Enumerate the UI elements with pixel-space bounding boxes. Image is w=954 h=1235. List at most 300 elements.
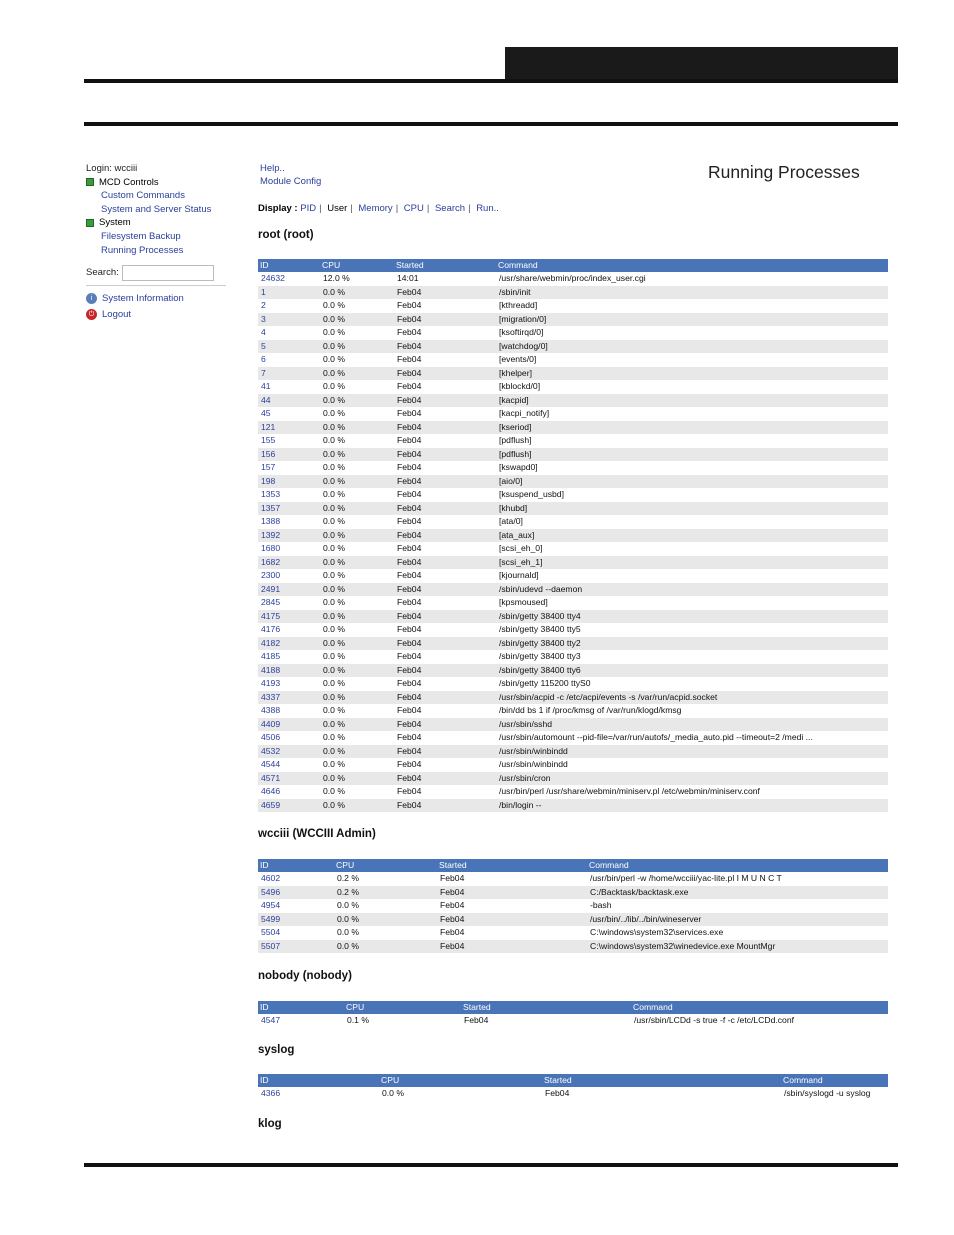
login-label: Login: wcciii <box>86 163 138 174</box>
page-title: Running Processes <box>708 162 860 182</box>
nav-link-custom-commands[interactable]: Custom Commands <box>101 190 185 202</box>
category-label: System <box>99 217 131 229</box>
header-rule-lower <box>84 122 898 126</box>
pid-link[interactable]: 4388 <box>261 705 281 715</box>
started-cell: Feb04 <box>440 900 465 910</box>
table-row <box>258 731 888 745</box>
table-row <box>258 718 888 732</box>
command-cell: /usr/sbin/winbindd <box>496 745 888 759</box>
started-cell: Feb04 <box>397 462 422 472</box>
started-cell: Feb04 <box>394 556 496 570</box>
pid-link[interactable]: 155 <box>261 435 276 445</box>
table-row <box>258 872 888 886</box>
cpu-cell: 0.0 % <box>334 940 437 954</box>
command-cell: /usr/sbin/automount --pid-file=/var/run/autofs/_media_auto.pid --timeout=2 /medi ... <box>499 732 813 742</box>
command-cell: [watchdog/0] <box>496 340 888 354</box>
command-cell: /usr/sbin/winbindd <box>499 759 568 769</box>
pid-link[interactable]: 4544 <box>261 759 281 769</box>
cpu-cell: 0.0 % <box>320 421 394 435</box>
command-cell: /usr/sbin/acpid -c /etc/acpi/events -s /var/run/acpid.socket <box>496 691 888 705</box>
cpu-cell: 0.0 % <box>320 340 394 354</box>
started-cell: Feb04 <box>394 772 496 786</box>
process-table <box>258 1074 888 1101</box>
table-row <box>258 637 888 651</box>
header-rule <box>84 79 898 83</box>
cpu-cell: 0.0 % <box>323 354 345 364</box>
column-header: ID <box>258 259 320 272</box>
pid-link[interactable]: 5504 <box>261 927 281 937</box>
command-cell: [kacpi_notify] <box>499 408 550 418</box>
pid-link[interactable]: 4193 <box>261 678 281 688</box>
command-cell: [aio/0] <box>496 475 888 489</box>
started-cell: Feb04 <box>394 448 496 462</box>
pid-link[interactable]: 4176 <box>261 624 281 634</box>
cpu-cell: 0.0 % <box>323 732 345 742</box>
section-title: klog <box>258 1118 282 1130</box>
command-cell: /usr/bin/perl -w /home/wcciii/yac-lite.pl I M U N C T <box>590 873 782 883</box>
pid-link[interactable]: 4954 <box>261 900 281 910</box>
cpu-cell: 0.0 % <box>320 286 394 300</box>
command-cell: /sbin/syslogd -u syslog <box>784 1088 871 1098</box>
table-row <box>258 785 888 799</box>
system-information-link[interactable] <box>86 292 231 306</box>
started-cell: Feb04 <box>397 516 422 526</box>
pid-link[interactable]: 4185 <box>261 651 281 661</box>
command-cell: [ata/0] <box>499 516 523 526</box>
table-header-row <box>258 859 888 872</box>
command-cell: /bin/dd bs 1 if /proc/kmsg of /var/run/klogd/kmsg <box>499 705 682 715</box>
command-cell: [pdflush] <box>499 435 532 445</box>
cpu-cell: 0.0 % <box>323 759 345 769</box>
column-header: Command <box>781 1074 888 1087</box>
cpu-cell: 0.0 % <box>320 394 394 408</box>
section-title: nobody (nobody) <box>258 970 352 982</box>
started-cell: Feb04 <box>397 381 422 391</box>
search-input[interactable] <box>122 265 214 281</box>
column-header: CPU <box>379 1074 542 1087</box>
command-cell: /usr/bin/perl /usr/share/webmin/miniserv.pl /etc/webmin/miniserv.conf <box>499 786 760 796</box>
table-row <box>258 691 888 705</box>
started-cell: Feb04 <box>397 543 422 553</box>
logout-label: Logout <box>102 308 132 320</box>
pid-link[interactable]: 4188 <box>258 664 320 678</box>
category-label: MCD Controls <box>99 176 159 188</box>
command-cell: -bash <box>590 900 612 910</box>
command-cell: C:/Backtask/backtask.exe <box>587 886 888 900</box>
cpu-cell: 0.0 % <box>320 475 394 489</box>
pid-link[interactable]: 1357 <box>258 502 320 516</box>
table-row <box>258 772 888 786</box>
column-header: ID <box>258 1074 379 1087</box>
cpu-cell: 0.0 % <box>320 718 394 732</box>
table-row <box>258 353 888 367</box>
display-run-link[interactable]: Run.. <box>476 203 499 214</box>
help-link[interactable]: Help.. <box>260 163 285 174</box>
started-cell: Feb04 <box>397 327 422 337</box>
display-memory-link[interactable]: Memory <box>358 203 393 214</box>
started-cell: Feb04 <box>394 340 496 354</box>
table-row <box>258 745 888 759</box>
pid-link[interactable]: 4646 <box>261 786 281 796</box>
table-row <box>258 664 888 678</box>
cpu-cell: 0.0 % <box>323 489 345 499</box>
command-cell: [scsi_eh_0] <box>499 543 543 553</box>
table-header-row <box>258 259 888 272</box>
table-row <box>258 913 888 927</box>
command-cell: /sbin/init <box>496 286 888 300</box>
pid-link[interactable]: 5499 <box>258 913 334 927</box>
table-row <box>258 313 888 327</box>
pid-link[interactable]: 5496 <box>258 886 334 900</box>
started-cell: Feb04 <box>394 421 496 435</box>
cpu-cell: 0.1 % <box>347 1015 369 1025</box>
cpu-cell: 0.0 % <box>334 913 437 927</box>
section-title: syslog <box>258 1044 295 1056</box>
info-icon: i <box>86 293 97 304</box>
table-row <box>258 421 888 435</box>
pid-link[interactable]: 121 <box>258 421 320 435</box>
table-row <box>258 488 888 502</box>
table-row <box>258 650 888 664</box>
cpu-cell: 0.0 % <box>320 313 394 327</box>
pid-link[interactable]: 3 <box>258 313 320 327</box>
started-cell: Feb04 <box>394 367 496 381</box>
started-cell: Feb04 <box>397 435 422 445</box>
started-cell: Feb04 <box>437 886 587 900</box>
pid-link[interactable]: 4409 <box>258 718 320 732</box>
table-row <box>258 367 888 381</box>
pid-link[interactable]: 24632 <box>261 273 285 283</box>
pid-link[interactable]: 4602 <box>261 873 281 883</box>
display-mode-bar: Display : PID | User | Memory | CPU | Search | Run.. <box>258 203 499 214</box>
column-header: Started <box>542 1074 781 1087</box>
system-information-label: System Information <box>102 293 184 305</box>
pid-link[interactable]: 2 <box>261 300 266 310</box>
table-row <box>258 448 888 462</box>
pid-link[interactable]: 2491 <box>258 583 320 597</box>
table-row <box>258 461 888 475</box>
table-row <box>258 926 888 940</box>
started-cell: Feb04 <box>394 583 496 597</box>
power-icon: ⏻ <box>86 309 97 320</box>
command-cell: [kblockd/0] <box>499 381 541 391</box>
cpu-cell: 0.0 % <box>323 786 345 796</box>
started-cell: Feb04 <box>397 408 422 418</box>
table-row <box>258 799 888 813</box>
started-cell: Feb04 <box>437 940 587 954</box>
started-cell: Feb04 <box>440 873 465 883</box>
cpu-cell: 0.0 % <box>337 900 359 910</box>
cpu-cell: 0.0 % <box>320 745 394 759</box>
pid-link[interactable]: 4571 <box>258 772 320 786</box>
top-links <box>260 163 321 188</box>
cpu-cell: 0.0 % <box>382 1088 404 1098</box>
display-user-current: User <box>327 203 348 214</box>
pid-link[interactable]: 157 <box>261 462 276 472</box>
category-mcd-controls[interactable] <box>86 176 231 190</box>
table-header-row <box>258 1074 888 1087</box>
command-cell: C:\windows\system32\services.exe <box>590 927 724 937</box>
started-cell: Feb04 <box>397 624 422 634</box>
command-cell: [khelper] <box>496 367 888 381</box>
table-row <box>258 326 888 340</box>
table-row <box>258 704 888 718</box>
pid-link[interactable]: 1682 <box>258 556 320 570</box>
cpu-cell: 0.0 % <box>320 448 394 462</box>
command-cell: /usr/sbin/LCDd -s true -f -c /etc/LCDd.conf <box>634 1015 794 1025</box>
cpu-cell: 0.0 % <box>323 435 345 445</box>
command-cell: /sbin/getty 38400 tty6 <box>496 664 888 678</box>
pid-link[interactable]: 1392 <box>258 529 320 543</box>
column-header: Started <box>437 859 587 872</box>
command-cell: [pdflush] <box>496 448 888 462</box>
table-row <box>258 1087 888 1101</box>
cpu-cell: 0.0 % <box>323 300 345 310</box>
pid-link[interactable]: 45 <box>261 408 271 418</box>
command-cell: /usr/sbin/cron <box>496 772 888 786</box>
column-header: Command <box>587 859 888 872</box>
started-cell: Feb04 <box>397 732 422 742</box>
command-cell: /usr/sbin/sshd <box>496 718 888 732</box>
cpu-cell: 0.0 % <box>323 327 345 337</box>
cpu-cell: 0.2 % <box>337 873 359 883</box>
pid-link[interactable]: 2300 <box>261 570 281 580</box>
cpu-cell: 0.0 % <box>323 624 345 634</box>
cpu-cell: 0.2 % <box>334 886 437 900</box>
cpu-cell: 0.0 % <box>323 462 345 472</box>
pid-link[interactable]: 1 <box>258 286 320 300</box>
pid-link[interactable]: 1680 <box>261 543 281 553</box>
started-cell: Feb04 <box>394 637 496 651</box>
started-cell: Feb04 <box>437 913 587 927</box>
table-row <box>258 529 888 543</box>
started-cell: 14:01 <box>397 273 419 283</box>
cpu-cell: 0.0 % <box>320 799 394 813</box>
column-header: Started <box>394 259 496 272</box>
cpu-cell: 0.0 % <box>320 691 394 705</box>
command-cell: [kthreadd] <box>499 300 538 310</box>
display-label: Display : <box>258 203 298 214</box>
cpu-cell: 0.0 % <box>323 597 345 607</box>
category-icon <box>86 219 94 227</box>
cpu-cell: 0.0 % <box>320 637 394 651</box>
pid-link[interactable]: 4532 <box>258 745 320 759</box>
started-cell: Feb04 <box>394 799 496 813</box>
table-row <box>258 299 888 313</box>
started-cell: Feb04 <box>397 678 422 688</box>
pid-link[interactable]: 5507 <box>258 940 334 954</box>
category-system[interactable] <box>86 216 231 230</box>
table-row <box>258 677 888 691</box>
started-cell: Feb04 <box>394 502 496 516</box>
nav-link-system-server-status[interactable]: System and Server Status <box>101 203 212 215</box>
command-cell: [events/0] <box>499 354 537 364</box>
started-cell: Feb04 <box>394 475 496 489</box>
table-row <box>258 434 888 448</box>
command-cell: /sbin/getty 38400 tty3 <box>499 651 581 661</box>
nav-link-filesystem-backup[interactable]: Filesystem Backup <box>101 230 181 242</box>
table-row <box>258 407 888 421</box>
module-config-link[interactable]: Module Config <box>260 175 322 187</box>
column-header: CPU <box>320 259 394 272</box>
started-cell: Feb04 <box>394 664 496 678</box>
cpu-cell: 0.0 % <box>323 408 345 418</box>
started-cell: Feb04 <box>397 651 422 661</box>
command-cell: [ata_aux] <box>496 529 888 543</box>
cpu-cell: 0.0 % <box>323 516 345 526</box>
table-row <box>258 940 888 954</box>
command-cell: /usr/share/webmin/proc/index_user.cgi <box>499 273 646 283</box>
process-table <box>258 259 888 812</box>
pid-link[interactable]: 1353 <box>261 489 281 499</box>
started-cell: Feb04 <box>397 570 422 580</box>
command-cell: /usr/bin/../lib/../bin/wineserver <box>587 913 888 927</box>
pid-link[interactable]: 4506 <box>261 732 281 742</box>
command-cell: [kpsmoused] <box>499 597 548 607</box>
started-cell: Feb04 <box>397 300 422 310</box>
cpu-cell: 0.0 % <box>323 651 345 661</box>
cpu-cell: 0.0 % <box>320 772 394 786</box>
command-cell: /sbin/udevd --daemon <box>496 583 888 597</box>
nav-divider <box>86 285 226 286</box>
pid-link[interactable]: 5 <box>258 340 320 354</box>
command-cell: [kjournald] <box>499 570 539 580</box>
category-icon <box>86 178 94 186</box>
pid-link[interactable]: 4547 <box>261 1015 281 1025</box>
process-table <box>258 1001 888 1028</box>
cpu-cell: 0.0 % <box>323 570 345 580</box>
command-cell: /sbin/getty 38400 tty4 <box>496 610 888 624</box>
pid-link[interactable]: 7 <box>258 367 320 381</box>
started-cell: Feb04 <box>397 597 422 607</box>
started-cell: Feb04 <box>394 394 496 408</box>
column-header: Started <box>461 1001 631 1014</box>
cpu-cell: 0.0 % <box>320 664 394 678</box>
search-label: Search: <box>86 267 119 279</box>
pid-link[interactable]: 44 <box>258 394 320 408</box>
cpu-cell: 0.0 % <box>320 556 394 570</box>
footer-rule <box>84 1163 898 1167</box>
process-table <box>258 859 888 953</box>
started-cell: Feb04 <box>397 489 422 499</box>
header-banner <box>505 47 898 80</box>
started-cell: Feb04 <box>394 745 496 759</box>
cpu-cell: 0.0 % <box>320 367 394 381</box>
pid-link[interactable]: 4182 <box>258 637 320 651</box>
pid-link[interactable]: 4366 <box>261 1088 281 1098</box>
started-cell: Feb04 <box>397 759 422 769</box>
table-row <box>258 610 888 624</box>
cpu-cell: 0.0 % <box>323 678 345 688</box>
command-cell: [scsi_eh_1] <box>496 556 888 570</box>
cpu-cell: 0.0 % <box>323 705 345 715</box>
command-cell: [kswapd0] <box>499 462 538 472</box>
pid-link[interactable]: 4337 <box>258 691 320 705</box>
cpu-cell: 0.0 % <box>320 529 394 543</box>
table-row <box>258 380 888 394</box>
logout-link[interactable] <box>86 308 231 322</box>
pid-link[interactable]: 1388 <box>261 516 281 526</box>
command-cell: [ksoftirqd/0] <box>499 327 544 337</box>
table-row <box>258 272 888 286</box>
cpu-cell: 0.0 % <box>320 502 394 516</box>
column-header: ID <box>258 859 334 872</box>
command-cell: [migration/0] <box>496 313 888 327</box>
table-row <box>258 899 888 913</box>
display-cpu-link[interactable]: CPU <box>403 203 424 214</box>
table-row <box>258 475 888 489</box>
pid-link[interactable]: 41 <box>261 381 271 391</box>
cpu-cell: 0.0 % <box>320 583 394 597</box>
display-search-link[interactable]: Search <box>434 203 466 214</box>
display-pid-link[interactable]: PID <box>300 203 317 214</box>
column-header: ID <box>258 1001 344 1014</box>
table-row <box>258 583 888 597</box>
command-cell: [kseriod] <box>496 421 888 435</box>
started-cell: Feb04 <box>464 1015 489 1025</box>
table-row <box>258 758 888 772</box>
cpu-cell: 0.0 % <box>337 927 359 937</box>
table-row <box>258 286 888 300</box>
started-cell: Feb04 <box>545 1088 570 1098</box>
table-header-row <box>258 1001 888 1014</box>
command-cell: /bin/login -- <box>496 799 888 813</box>
table-row <box>258 502 888 516</box>
column-header: CPU <box>334 859 437 872</box>
started-cell: Feb04 <box>394 718 496 732</box>
started-cell: Feb04 <box>440 927 465 937</box>
cpu-cell: 0.0 % <box>323 543 345 553</box>
left-nav <box>86 162 231 323</box>
nav-link-running-processes[interactable]: Running Processes <box>101 244 184 256</box>
pid-link[interactable]: 2845 <box>261 597 281 607</box>
table-row <box>258 569 888 583</box>
pid-link[interactable]: 4659 <box>258 799 320 813</box>
section-title: wcciii (WCCIII Admin) <box>258 828 376 840</box>
column-header: CPU <box>344 1001 461 1014</box>
nav-search <box>86 265 231 281</box>
pid-link[interactable]: 156 <box>258 448 320 462</box>
started-cell: Feb04 <box>394 313 496 327</box>
command-cell: [kacpid] <box>496 394 888 408</box>
pid-link[interactable]: 4175 <box>258 610 320 624</box>
command-cell: /sbin/getty 115200 ttyS0 <box>499 678 591 688</box>
started-cell: Feb04 <box>394 610 496 624</box>
table-row <box>258 542 888 556</box>
pid-link[interactable]: 198 <box>258 475 320 489</box>
column-header: Command <box>631 1001 888 1014</box>
section-title: root (root) <box>258 229 314 241</box>
table-row <box>258 596 888 610</box>
pid-link[interactable]: 6 <box>261 354 266 364</box>
command-cell: [ksuspend_usbd] <box>499 489 564 499</box>
table-row <box>258 394 888 408</box>
table-row <box>258 886 888 900</box>
command-cell: /sbin/getty 38400 tty2 <box>496 637 888 651</box>
command-cell: C:\windows\system32\winedevice.exe MountMgr <box>587 940 888 954</box>
started-cell: Feb04 <box>394 691 496 705</box>
pid-link[interactable]: 4 <box>261 327 266 337</box>
started-cell: Feb04 <box>397 786 422 796</box>
table-row <box>258 1014 888 1028</box>
started-cell: Feb04 <box>397 354 422 364</box>
cpu-cell: 12.0 % <box>323 273 350 283</box>
cpu-cell: 0.0 % <box>323 381 345 391</box>
table-row <box>258 623 888 637</box>
table-row <box>258 340 888 354</box>
started-cell: Feb04 <box>394 286 496 300</box>
table-row <box>258 515 888 529</box>
